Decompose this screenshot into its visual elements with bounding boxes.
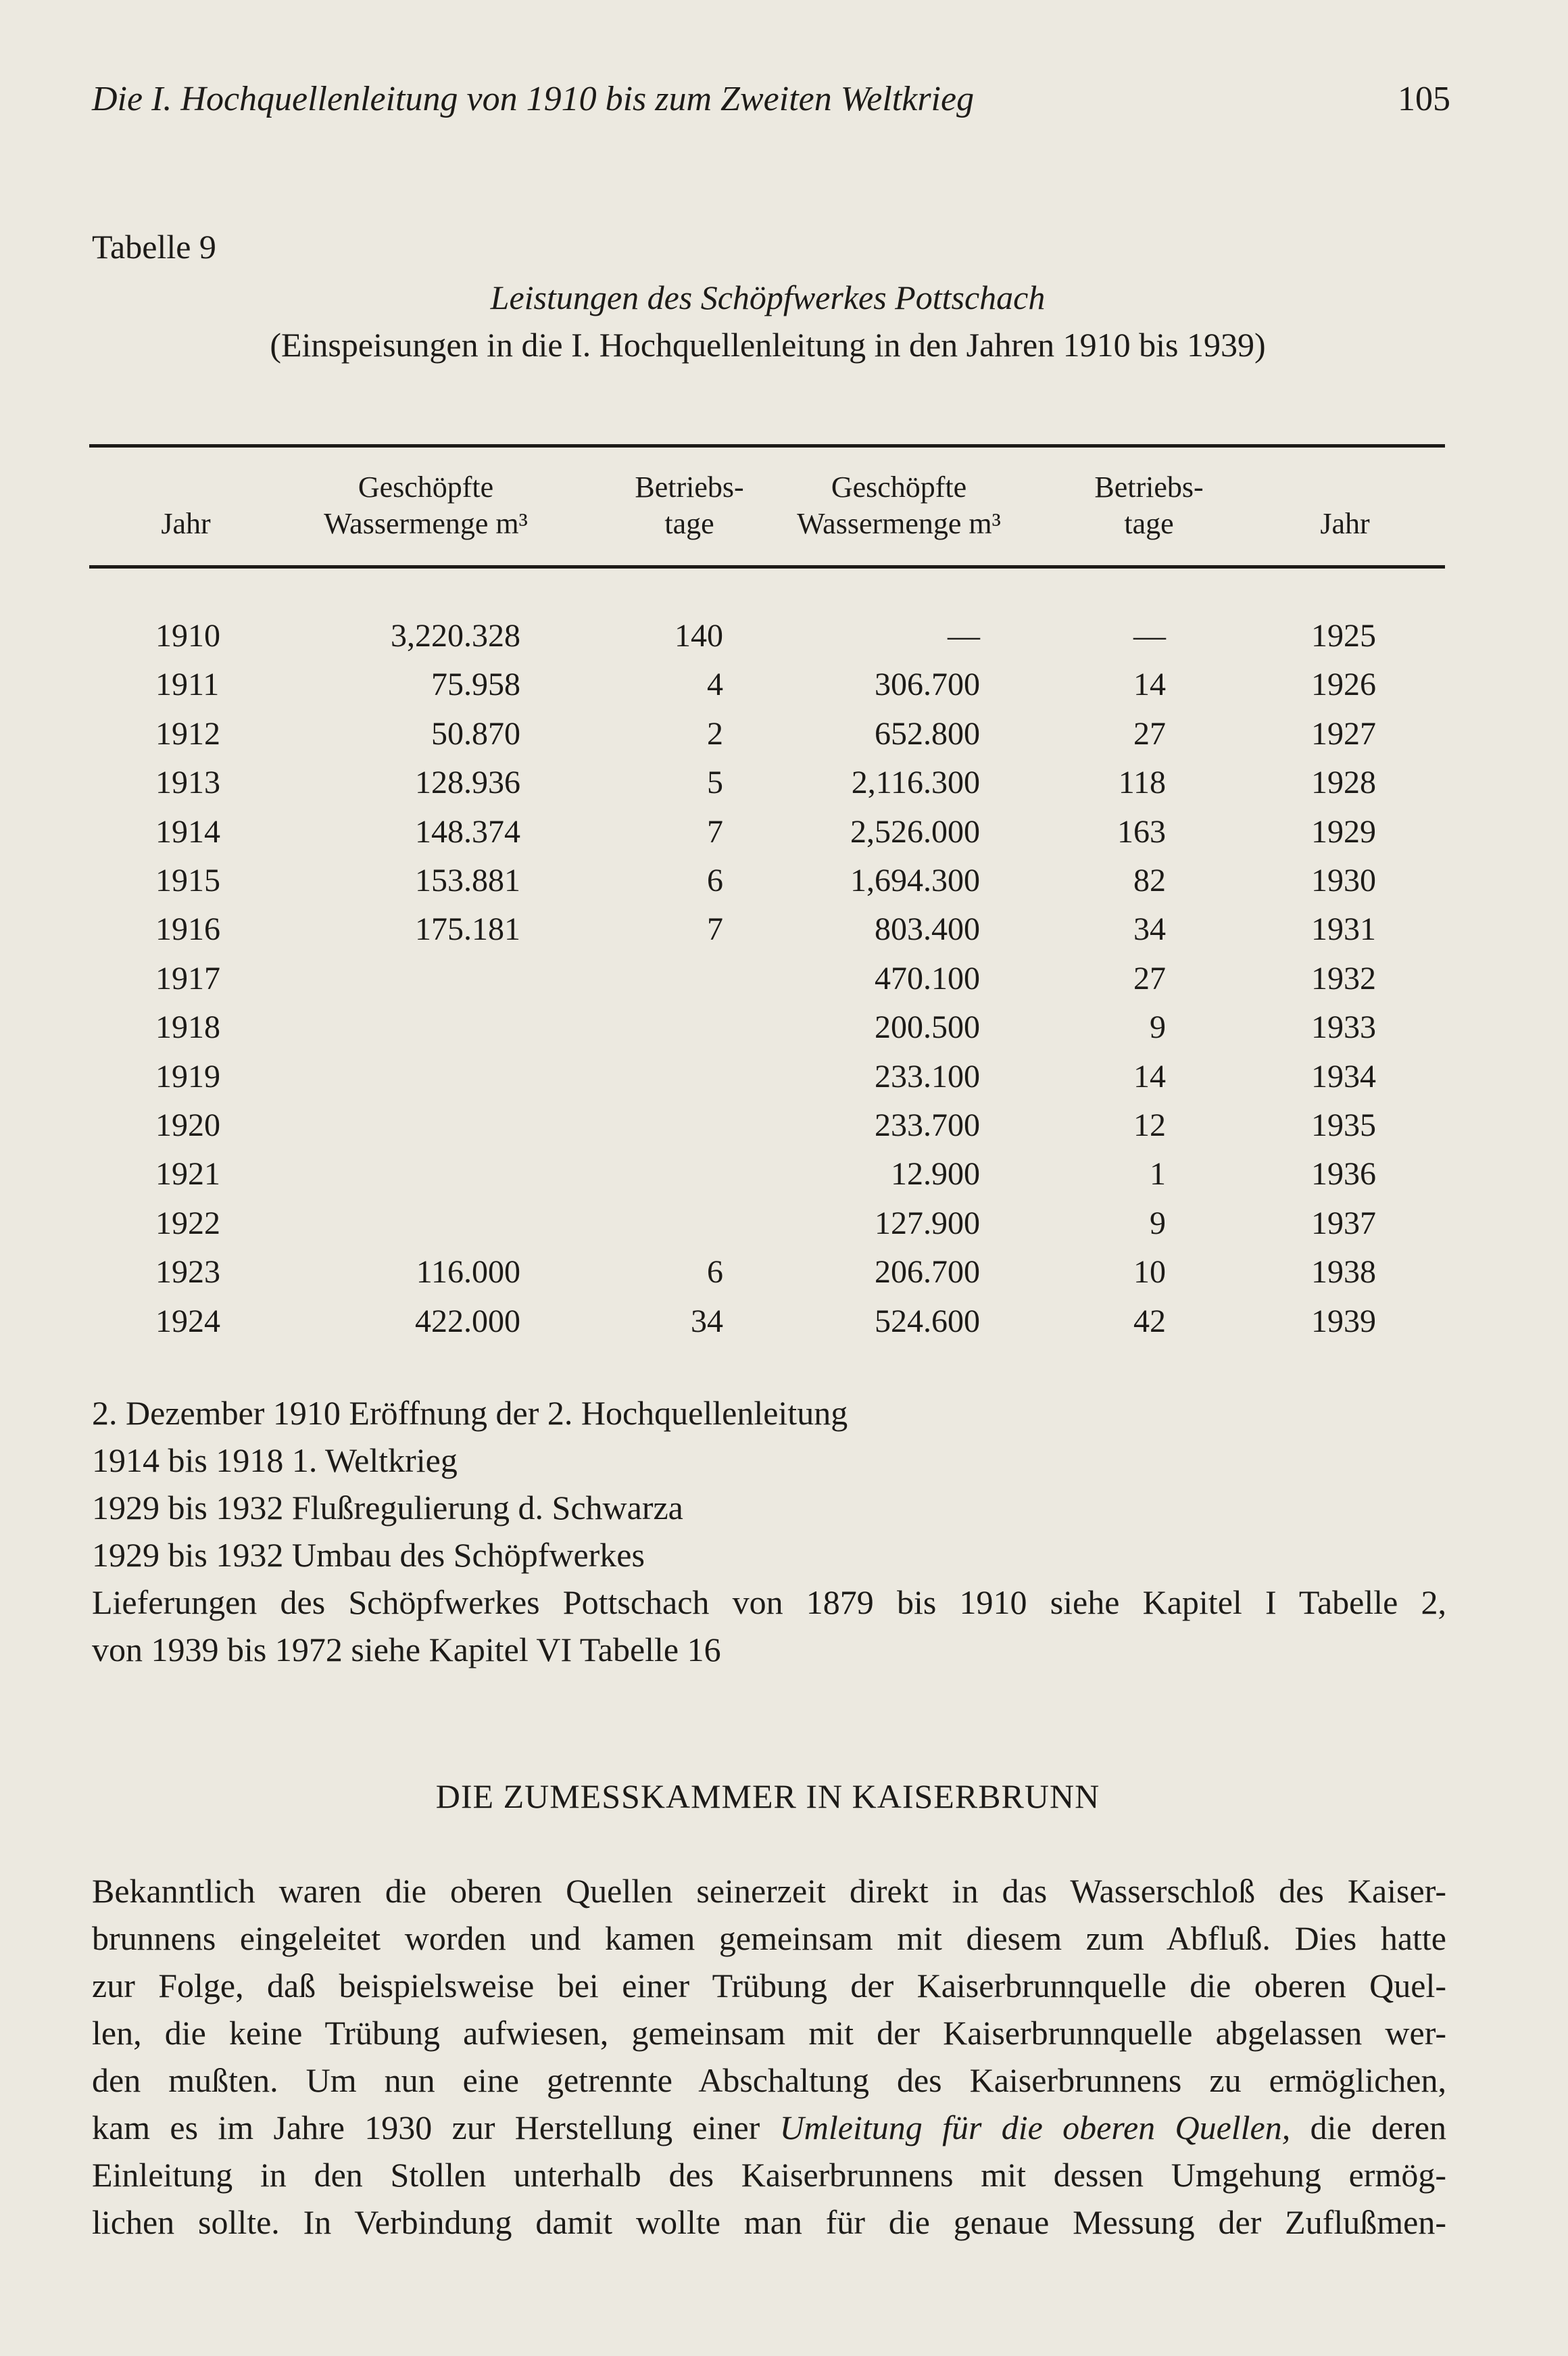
row-year-left: 1919 [155,1059,220,1095]
paragraph-italic-text: Umleitung für die oberen Quellen, [779,2109,1291,2146]
row-days-left: 7 [707,814,723,850]
header-volume-right [784,469,1014,542]
row-days-right: 42 [1133,1303,1166,1339]
row-days-right: 10 [1133,1254,1166,1290]
row-days-right: 9 [1150,1009,1166,1045]
header-year-right: Jahr [1320,507,1370,540]
row-volume-right: 12.900 [891,1156,980,1192]
row-year-left: 1917 [155,961,220,996]
section-heading: DIE ZUMESSKAMMER IN KAISERBRUNN [435,1777,1100,1815]
row-volume-right: 2,116.300 [851,765,980,800]
row-year-right: 1938 [1311,1254,1376,1290]
row-days-left: 6 [707,1254,723,1290]
row-year-right: 1934 [1311,1059,1376,1095]
note-line: von 1939 bis 1972 siehe Kapitel VI Tabelle 16 [92,1631,721,1668]
row-year-left: 1923 [155,1254,220,1290]
row-days-left: 140 [675,618,723,654]
row-year-right: 1939 [1311,1303,1376,1339]
header-days-right-line2: tage [1124,507,1174,540]
row-year-right: 1932 [1311,961,1376,996]
row-volume-right: 2,526.000 [850,814,980,850]
row-year-left: 1912 [155,716,220,752]
table-top-rule [89,444,1445,448]
table-title: Leistungen des Schöpfwerkes Pottschach [490,279,1046,316]
row-year-right: 1929 [1311,814,1376,850]
paragraph-text: kam es im Jahre 1930 zur Herstellung einer [92,2109,760,2146]
row-volume-left: 3,220.328 [391,618,520,654]
row-days-left: 7 [707,911,723,947]
row-volume-left: 153.881 [415,863,520,898]
row-volume-right: 233.100 [875,1059,980,1095]
paragraph-line: Bekanntlich waren die oberen Quellen seinerzeit direkt in das Wasserschloß des Kaiser- [92,1872,1446,1910]
note-line: 1914 bis 1918 1. Weltkrieg [92,1441,458,1479]
note-line: Lieferungen des Schöpfwerkes Pottschach von 1879 bis 1910 siehe Kapitel I Tabelle 2, [92,1583,1446,1621]
row-year-right: 1933 [1311,1009,1376,1045]
row-volume-right: 206.700 [875,1254,980,1290]
row-year-left: 1924 [155,1303,220,1339]
paragraph-line: len, die keine Trübung aufwiesen, gemeinsam mit der Kaiserbrunnquelle abgelassen wer- [92,2014,1446,2052]
row-year-left: 1910 [155,618,220,654]
row-days-right: 27 [1133,961,1166,996]
row-year-right: 1935 [1311,1107,1376,1143]
header-year-left: Jahr [161,507,211,540]
header-volume-left [311,469,541,542]
row-days-right: 118 [1118,765,1166,800]
row-year-right: 1925 [1311,618,1376,654]
row-volume-left: 128.936 [415,765,520,800]
row-year-left: 1921 [155,1156,220,1192]
row-days-right: 82 [1133,863,1166,898]
row-year-right: 1928 [1311,765,1376,800]
row-year-left: 1915 [155,863,220,898]
header-days-left-line1: Betriebs- [635,471,744,504]
row-year-right: 1927 [1311,716,1376,752]
row-year-right: 1930 [1311,863,1376,898]
row-volume-left: 75.958 [431,667,520,702]
row-volume-right: 127.900 [875,1205,980,1241]
row-days-left: 34 [691,1303,723,1339]
row-days-right: 14 [1133,1059,1166,1095]
paragraph-line: brunnens eingeleitet worden und kamen gemeinsam mit diesem zum Abfluß. Dies hatte [92,1919,1446,1957]
header-volume-right-line2: Wassermenge m³ [797,507,1001,540]
row-volume-right: 306.700 [875,667,980,702]
row-year-left: 1916 [155,911,220,947]
row-year-right: 1937 [1311,1205,1376,1241]
row-year-left: 1918 [155,1009,220,1045]
row-year-left: 1920 [155,1107,220,1143]
row-year-left: 1913 [155,765,220,800]
paragraph-line: Einleitung in den Stollen unterhalb des Kaiserbrunnens mit dessen Umgehung ermög- [92,2156,1446,2194]
header-days-left-line2: tage [664,507,714,540]
row-days-right: 12 [1133,1107,1166,1143]
row-year-right: 1936 [1311,1156,1376,1192]
row-year-left: 1922 [155,1205,220,1241]
row-days-right: 163 [1117,814,1166,850]
row-volume-right: 524.600 [875,1303,980,1339]
note-line: 1929 bis 1932 Flußregulierung d. Schwarza [92,1489,683,1526]
row-days-left: 5 [707,765,723,800]
row-volume-left: 116.000 [416,1254,520,1290]
row-volume-right: 652.800 [875,716,980,752]
header-days-right-line1: Betriebs- [1094,471,1204,504]
paragraph-line [92,2104,1446,2151]
row-days-left: 6 [707,863,723,898]
row-days-right: 34 [1133,911,1166,947]
row-year-left: 1914 [155,814,220,850]
paragraph-line: zur Folge, daß beispielsweise bei einer Trübung der Kaiserbrunnquelle die oberen Quel- [92,1967,1446,2004]
paragraph-line: lichen sollte. In Verbindung damit wollte man für die genaue Messung der Zuflußmen- [92,2203,1446,2241]
row-days-left: 2 [707,716,723,752]
paragraph-text: die deren [1310,2109,1447,2146]
note-line: 2. Dezember 1910 Eröffnung der 2. Hochquellenleitung [92,1394,848,1432]
row-volume-right: 200.500 [875,1009,980,1045]
row-volume-right: 803.400 [875,911,980,947]
table-header-rule [89,565,1445,569]
row-volume-right: 233.700 [875,1107,980,1143]
row-volume-left: 422.000 [415,1303,520,1339]
row-days-right: 14 [1133,667,1166,702]
running-head-title: Die I. Hochquellenleitung von 1910 bis zum Zweiten Weltkrieg [92,80,975,118]
row-volume-left: 175.181 [415,911,520,947]
header-volume-left-line2: Wassermenge m³ [324,507,528,540]
row-days-right: 27 [1133,716,1166,752]
row-volume-right: 1,694.300 [850,863,980,898]
row-year-right: 1931 [1311,911,1376,947]
running-head [92,76,1450,123]
row-volume-left: 50.870 [431,716,520,752]
row-days-right: 9 [1150,1205,1166,1241]
row-year-right: 1926 [1311,667,1376,702]
header-days-right [1081,469,1217,542]
table-subtitle: (Einspeisungen in die I. Hochquellenleitung in den Jahren 1910 bis 1939) [270,326,1266,364]
note-line: 1929 bis 1932 Umbau des Schöpfwerkes [92,1536,645,1574]
header-volume-right-line1: Geschöpfte [831,471,967,504]
header-days-left [622,469,757,542]
row-volume-right: 470.100 [875,961,980,996]
row-days-left: 4 [707,667,723,702]
table-label: Tabelle 9 [92,228,216,266]
row-volume-left: 148.374 [415,814,520,850]
row-volume-right: — [948,618,980,654]
page-number: 105 [1398,80,1450,118]
row-year-left: 1911 [155,667,220,702]
row-days-right: 1 [1150,1156,1166,1192]
row-days-right: — [1133,618,1166,654]
header-volume-left-line1: Geschöpfte [358,471,494,504]
paragraph-line: den mußten. Um nun eine getrennte Abschaltung des Kaiserbrunnens zu ermöglichen, [92,2061,1446,2099]
